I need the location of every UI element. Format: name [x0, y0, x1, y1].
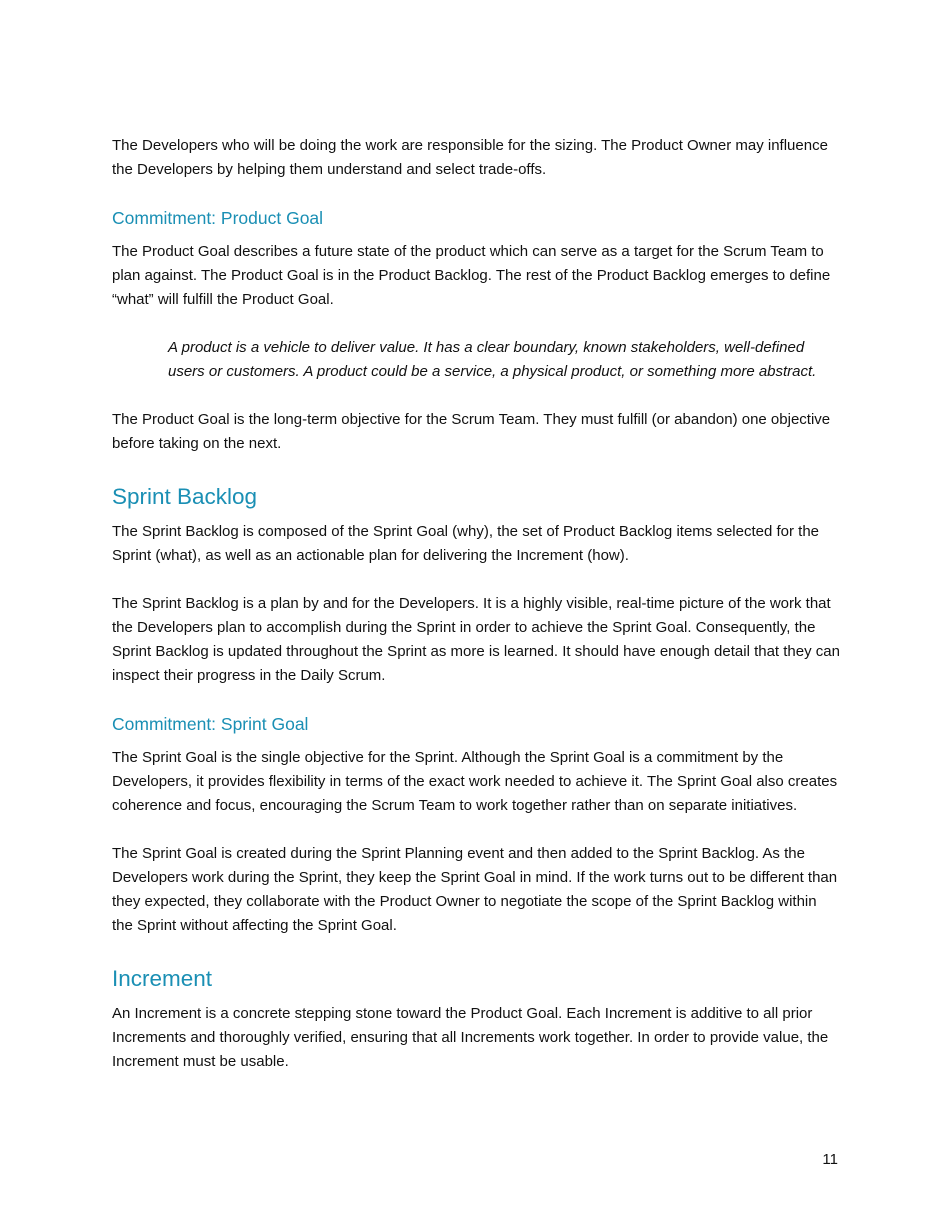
quote-product-definition: A product is a vehicle to deliver value. It has a clear boundary, known stakeholders, well-defined users or customers. A product could be a service, a physical product, or something more abstract. — [168, 339, 817, 380]
paragraph-sprint-goal-1: The Sprint Goal is the single objective for the Sprint. Although the Sprint Goal is a commitment by the Developers, it provides flexibility in terms of the exact work needed to achieve it. The Sprint Goal also creates coherence and focus, encouraging the Scrum Team to work together rather than on separate initiatives. — [112, 749, 838, 814]
page-number: 11 — [822, 1151, 838, 1168]
document-page — [112, 134, 840, 1074]
paragraph-sprint-backlog-2: The Sprint Backlog is a plan by and for the Developers. It is a highly visible, real-time picture of the work that the Developers plan to accomplish during the Sprint in order to achieve the Sprint Goal. Consequently, the Sprint Backlog is updated throughout the Sprint as more is learned. It should have enough detail that they can inspect their progress in the Daily Scrum. — [112, 595, 840, 684]
heading-commitment-sprint-goal: Commitment: Sprint Goal — [112, 714, 309, 734]
paragraph-increment-1: An Increment is a concrete stepping stone toward the Product Goal. Each Increment is additive to all prior Increments and thoroughly verified, ensuring that all Increments work together. In order to provide value, the Increment must be usable. — [112, 1005, 829, 1070]
heading-increment: Increment — [112, 966, 213, 991]
paragraph-product-goal-1: The Product Goal describes a future state of the product which can serve as a target for the Scrum Team to plan against. The Product Goal is in the Product Backlog. The rest of the Product Backlog emerges to define “what” will fulfill the Product Goal. — [112, 243, 831, 308]
paragraph-sprint-backlog-1: The Sprint Backlog is composed of the Sprint Goal (why), the set of Product Backlog items selected for the Sprint (what), as well as an actionable plan for delivering the Increment (how). — [112, 523, 820, 564]
heading-commitment-product-goal: Commitment: Product Goal — [112, 208, 324, 228]
paragraph-sizing: The Developers who will be doing the work are responsible for the sizing. The Product Owner may influence the Developers by helping them understand and select trade-offs. — [112, 137, 828, 178]
heading-sprint-backlog: Sprint Backlog — [112, 484, 258, 509]
paragraph-sprint-goal-2: The Sprint Goal is created during the Sprint Planning event and then added to the Sprint Backlog. As the Developers work during the Sprint, they keep the Sprint Goal in mind. If the work turns out to be different than they expected, they collaborate with the Product Owner to negotiate the scope of the Sprint Backlog within the Sprint without affecting the Sprint Goal. — [112, 845, 838, 934]
paragraph-product-goal-2: The Product Goal is the long-term objective for the Scrum Team. They must fulfill (or abandon) one objective before taking on the next. — [112, 411, 831, 452]
